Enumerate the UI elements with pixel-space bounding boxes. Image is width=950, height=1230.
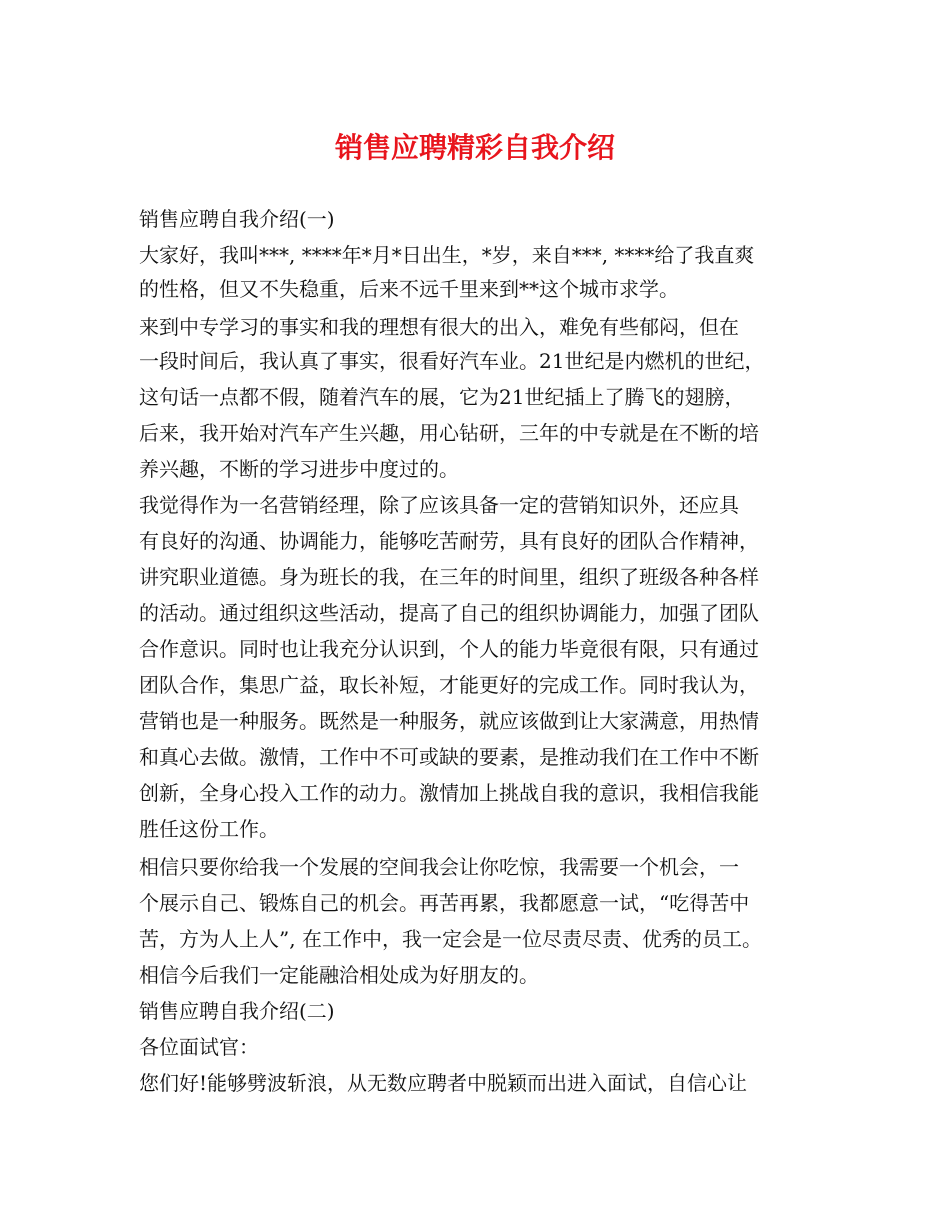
paragraph-line: 胜任这份工作。: [139, 817, 279, 841]
paragraph-line: 个展示自己、锻炼自己的机会。再苦再累，我都愿意一试，“吃得苦中: [139, 891, 750, 915]
paragraph-line: 和真心去做。激情，工作中不可或缺的要素，是推动我们在工作中不断: [139, 745, 759, 769]
paragraph-line: 合作意识。同时也让我充分认识到，个人的能力毕竟很有限，只有通过: [139, 637, 759, 661]
paragraph-line: 相信今后我们一定能融洽相处成为好朋友的。: [139, 963, 539, 987]
paragraph-line: 有良好的沟通、协调能力，能够吃苦耐劳，具有良好的团队合作精神，: [139, 529, 759, 553]
paragraph-line: 您们好!能够劈波斩浪，从无数应聘者中脱颖而出进入面试，自信心让: [139, 1071, 748, 1095]
paragraph-line: 大家好，我叫***, ****年*月*日出生，*岁，来自***, ****给了我直爽: [139, 243, 755, 267]
paragraph-line: 来到中专学习的事实和我的理想有很大的出入，难免有些郁闷，但在: [139, 315, 739, 339]
section-heading-1: 销售应聘自我介绍(一): [139, 207, 335, 231]
paragraph-line: 团队合作，集思广益，取长补短，才能更好的完成工作。同时我认为，: [139, 673, 759, 697]
section-heading-2: 销售应聘自我介绍(二): [139, 999, 335, 1023]
paragraph-line: 养兴趣，不断的学习进步中度过的。: [139, 457, 459, 481]
paragraph-line: 一段时间后，我认真了事实，很看好汽车业。21世纪是内燃机的世纪，: [139, 349, 765, 373]
paragraph-line: 的活动。通过组织这些活动，提高了自己的组织协调能力，加强了团队: [139, 601, 759, 625]
paragraph-line: 后来，我开始对汽车产生兴趣，用心钻研，三年的中专就是在不断的培: [139, 421, 759, 445]
paragraph-line: 相信只要你给我一个发展的空间我会让你吃惊，我需要一个机会，一: [139, 855, 739, 879]
paragraph-line: 我觉得作为一名营销经理，除了应该具备一定的营销知识外，还应具: [139, 493, 739, 517]
paragraph-line: 苦，方为人上人”, 在工作中，我一定会是一位尽责尽责、优秀的员工。: [139, 927, 762, 951]
paragraph-line: 的性格，但又不失稳重，后来不远千里来到**这个城市求学。: [139, 277, 679, 301]
salutation: 各位面试官：: [139, 1035, 259, 1059]
paragraph-line: 创新，全身心投入工作的动力。激情加上挑战自我的意识，我相信我能: [139, 781, 759, 805]
paragraph-line: 讲究职业道德。身为班长的我，在三年的时间里，组织了班级各种各样: [139, 565, 759, 589]
document-title: 销售应聘精彩自我介绍: [334, 131, 615, 164]
paragraph-line: 这句话一点都不假，随着汽车的展，它为21世纪插上了腾飞的翅膀，: [139, 385, 745, 409]
paragraph-line: 营销也是一种服务。既然是一种服务，就应该做到让大家满意，用热情: [139, 709, 759, 733]
